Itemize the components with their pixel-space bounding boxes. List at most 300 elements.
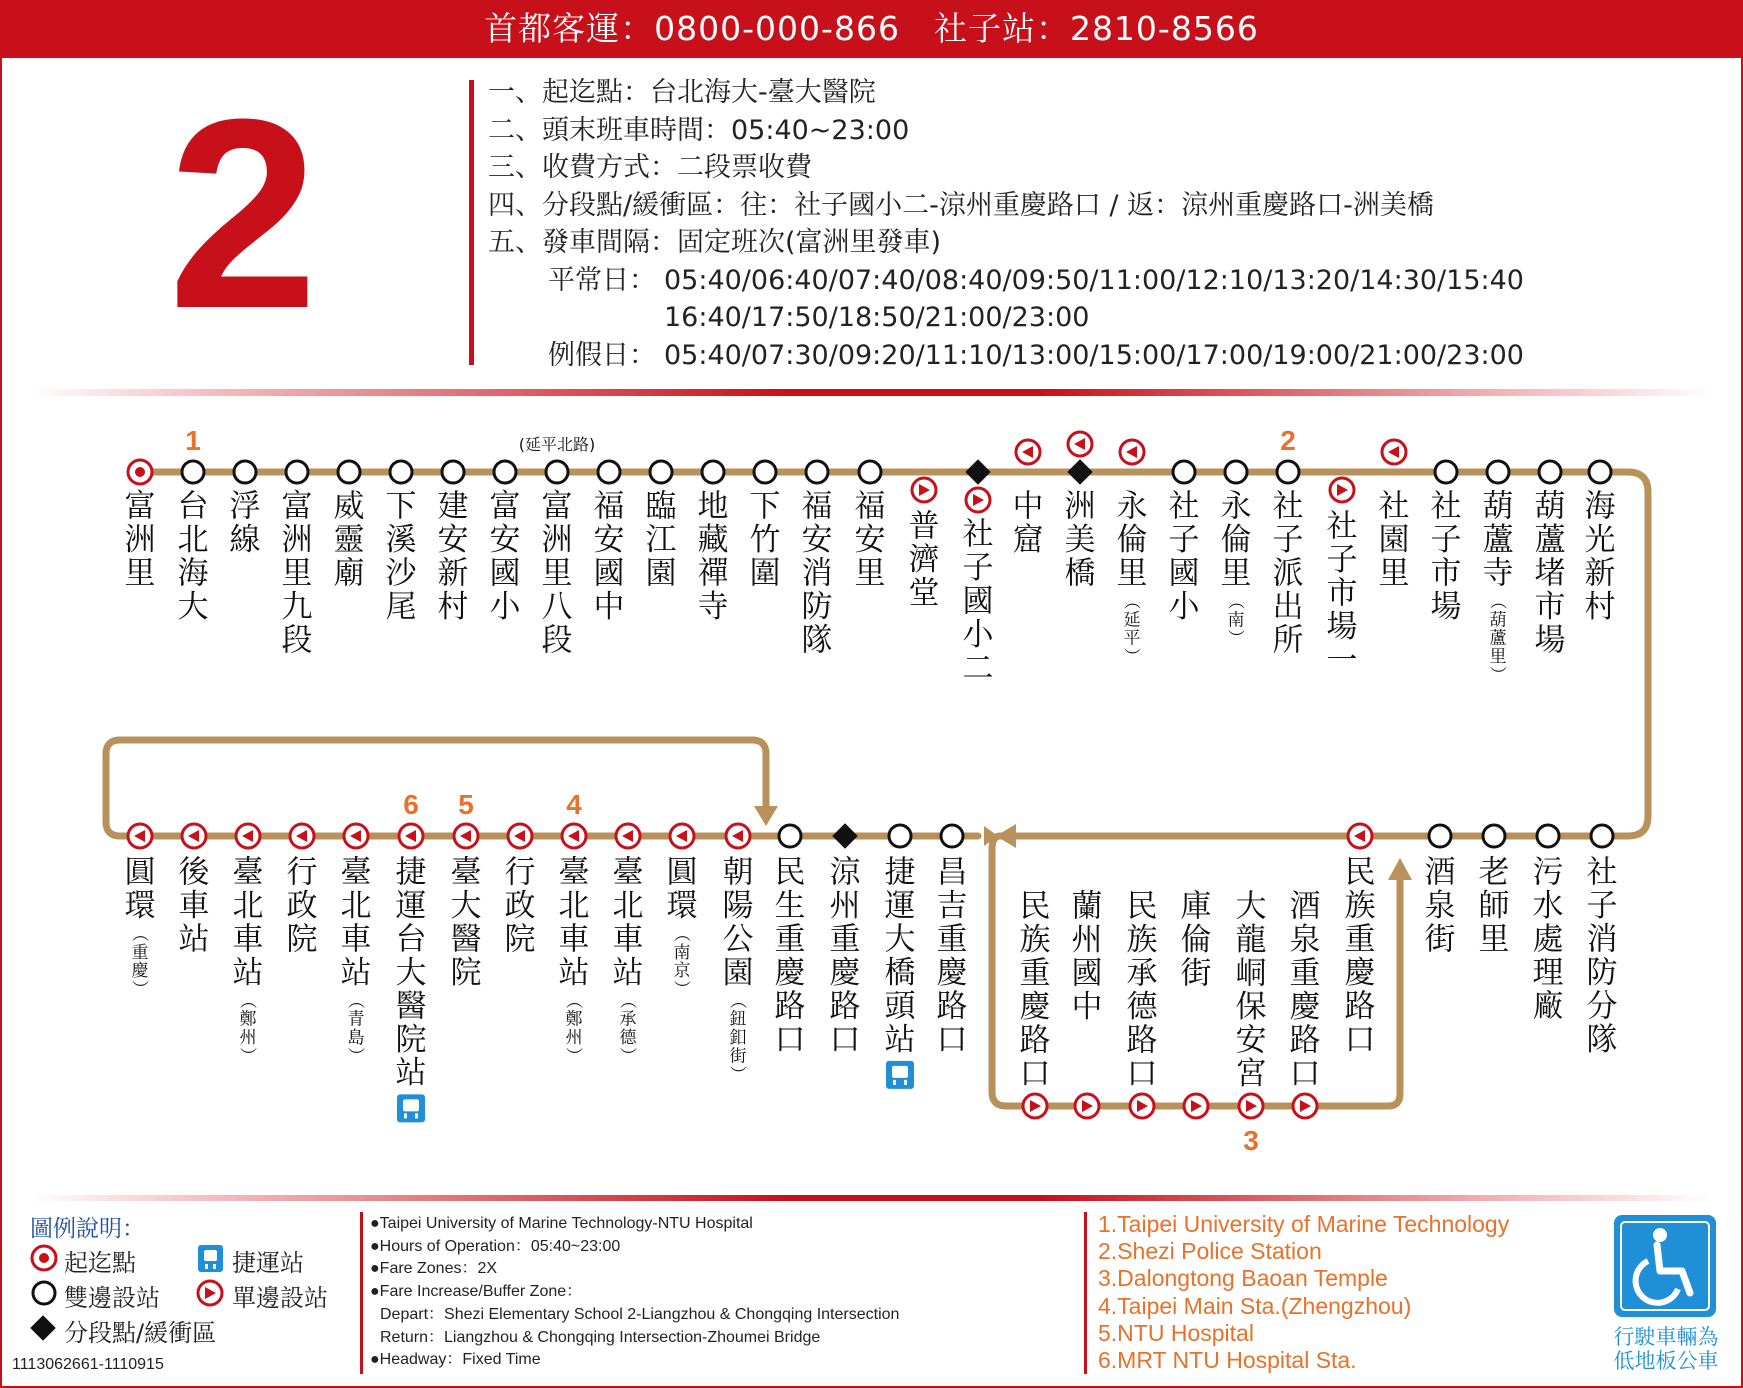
landmark-number: 3	[1243, 1125, 1259, 1156]
svg-text:行: 行	[286, 854, 318, 891]
svg-text:站: 站	[395, 1055, 427, 1092]
svg-text:福: 福	[854, 488, 886, 525]
svg-text:大: 大	[1235, 888, 1267, 925]
svg-text:民: 民	[1344, 854, 1376, 891]
svg-text:保: 保	[1235, 988, 1267, 1025]
landmark-number: 4	[566, 789, 582, 820]
svg-text:臺: 臺	[450, 854, 482, 891]
svg-text:線: 線	[229, 521, 261, 558]
svg-text:地: 地	[697, 488, 729, 525]
svg-text:）: ）	[345, 1047, 366, 1064]
svg-text:派: 派	[1272, 555, 1304, 592]
landmark-number: 5	[458, 789, 474, 820]
svg-text:（: （	[1225, 592, 1246, 610]
svg-text:台: 台	[395, 921, 427, 958]
legend-title: 圖例說明：	[30, 1216, 145, 1242]
svg-text:民: 民	[1126, 888, 1158, 925]
road-note: (延平北路)	[518, 435, 596, 454]
svg-text:延: 延	[1123, 610, 1141, 631]
svg-text:處: 處	[1532, 921, 1564, 958]
svg-text:安: 安	[437, 521, 469, 558]
svg-text:）: ）	[1487, 665, 1508, 683]
svg-text:院: 院	[450, 954, 482, 991]
svg-text:環: 環	[666, 887, 698, 924]
svg-text:村: 村	[1584, 588, 1616, 625]
info-headway: 五、發車間隔：固定班次(富洲里發車)	[488, 227, 942, 258]
info-endpoints: 一、起迄點：台北海大-臺大醫院	[488, 77, 876, 108]
svg-text:村: 村	[437, 588, 469, 625]
svg-text:臨: 臨	[645, 488, 677, 525]
footer-separator-2	[1084, 1212, 1087, 1374]
svg-text:海: 海	[177, 555, 209, 592]
svg-text:倫: 倫	[1180, 921, 1212, 958]
svg-text:州: 州	[565, 1028, 583, 1049]
svg-text:竹: 竹	[749, 521, 781, 558]
svg-text:新: 新	[1584, 555, 1616, 592]
svg-text:污: 污	[1532, 854, 1564, 891]
svg-text:路: 路	[774, 988, 806, 1025]
svg-text:州: 州	[239, 1028, 257, 1049]
svg-text:福: 福	[801, 488, 833, 525]
svg-text:八: 八	[541, 588, 573, 625]
svg-text:廠: 廠	[1532, 988, 1564, 1025]
svg-text:藏: 藏	[697, 521, 729, 558]
svg-text:葫: 葫	[1534, 488, 1566, 525]
svg-text:子: 子	[1168, 521, 1200, 558]
svg-text:大: 大	[177, 588, 209, 625]
svg-text:站: 站	[232, 954, 264, 991]
svg-text:臺: 臺	[340, 854, 372, 891]
low-floor-note: 行駛車輛為 低地板公車	[1613, 1325, 1719, 1373]
svg-text:（: （	[563, 991, 584, 1009]
legend-mrt: 捷運站	[232, 1249, 304, 1277]
svg-text:濟: 濟	[908, 541, 940, 578]
svg-text:子: 子	[1326, 541, 1358, 578]
svg-text:社: 社	[1430, 488, 1462, 525]
svg-text:廟: 廟	[333, 555, 365, 592]
svg-text:車: 車	[178, 887, 210, 924]
svg-text:社: 社	[1168, 488, 1200, 525]
svg-text:街: 街	[1180, 955, 1212, 992]
svg-text:（: （	[1121, 592, 1142, 610]
svg-text:臺: 臺	[558, 854, 590, 891]
svg-text:慶: 慶	[131, 961, 149, 982]
svg-text:民: 民	[1019, 888, 1051, 925]
svg-text:北: 北	[558, 887, 590, 924]
svg-text:橋: 橋	[1064, 555, 1096, 592]
svg-text:安: 安	[801, 521, 833, 558]
svg-text:堵: 堵	[1534, 555, 1566, 592]
svg-text:承: 承	[1126, 955, 1158, 992]
svg-text:車: 車	[612, 921, 644, 958]
svg-text:運: 運	[395, 887, 427, 924]
landmark-3: 3.Dalongtong Baoan Temple	[1098, 1265, 1388, 1292]
svg-text:泉: 泉	[1424, 887, 1456, 924]
legend-oneway: 單邊設站	[232, 1284, 328, 1312]
landmark-4: 4.Taipei Main Sta.(Zhengzhou)	[1098, 1292, 1412, 1319]
svg-text:中: 中	[593, 588, 625, 625]
svg-text:重: 重	[829, 921, 861, 958]
weekday-schedule: 平常日： 05:40/06:40/07:40/08:40/09:50/11:00/12:10/13:20/14:30/15:40	[548, 264, 1524, 296]
svg-text:市: 市	[1430, 555, 1462, 592]
svg-text:子: 子	[962, 549, 994, 586]
svg-text:威: 威	[333, 488, 365, 525]
svg-text:南: 南	[673, 942, 691, 963]
svg-text:國: 國	[489, 555, 521, 592]
svg-text:小: 小	[1168, 588, 1200, 625]
svg-text:泉: 泉	[1289, 921, 1321, 958]
holiday-schedule: 例假日： 05:40/07:30/09:20/11:10/13:00/15:00/17:00/19:00/21:00/23:00	[548, 339, 1524, 371]
svg-text:島: 島	[347, 1028, 365, 1049]
info-fare: 三、收費方式：二段票收費	[488, 152, 812, 183]
svg-text:二: 二	[962, 650, 994, 687]
svg-text:蘆: 蘆	[1482, 521, 1514, 558]
svg-text:台: 台	[177, 488, 209, 525]
svg-text:海: 海	[1584, 488, 1616, 525]
svg-text:洲: 洲	[124, 521, 156, 558]
svg-text:國: 國	[1168, 555, 1200, 592]
svg-text:（: （	[237, 991, 258, 1009]
svg-text:圓: 圓	[666, 854, 698, 891]
svg-text:口: 口	[829, 1021, 861, 1058]
svg-text:社: 社	[962, 516, 994, 553]
svg-text:出: 出	[1272, 588, 1304, 625]
svg-text:圓: 圓	[124, 854, 156, 891]
svg-text:社: 社	[1272, 488, 1304, 525]
svg-text:大: 大	[450, 887, 482, 924]
svg-text:釦: 釦	[729, 1028, 747, 1049]
svg-text:涼: 涼	[829, 854, 861, 891]
svg-text:國: 國	[593, 555, 625, 592]
svg-text:德: 德	[1126, 988, 1158, 1025]
svg-text:社: 社	[1326, 508, 1358, 545]
svg-text:葫: 葫	[1482, 488, 1514, 525]
svg-text:（: （	[345, 991, 366, 1009]
svg-text:酒: 酒	[1424, 854, 1456, 891]
svg-text:民: 民	[774, 854, 806, 891]
svg-text:理: 理	[1532, 954, 1564, 991]
svg-text:禪: 禪	[697, 555, 729, 592]
svg-text:醫: 醫	[450, 921, 482, 958]
svg-text:園: 園	[645, 555, 677, 592]
svg-text:慶: 慶	[829, 954, 861, 991]
svg-text:富: 富	[541, 488, 573, 525]
svg-text:蘆: 蘆	[1489, 628, 1507, 649]
svg-text:口: 口	[1289, 1055, 1321, 1092]
svg-text:北: 北	[177, 521, 209, 558]
svg-text:庫: 庫	[1180, 888, 1212, 925]
svg-text:站: 站	[884, 1021, 916, 1058]
svg-text:）: ）	[671, 980, 692, 998]
svg-text:大: 大	[395, 954, 427, 991]
split-point-icon	[30, 1315, 55, 1340]
svg-text:溪: 溪	[385, 521, 417, 558]
svg-text:堂: 堂	[908, 575, 940, 612]
svg-text:北: 北	[232, 887, 264, 924]
svg-text:新: 新	[437, 555, 469, 592]
svg-text:富: 富	[281, 488, 313, 525]
wheelchair-icon	[1614, 1215, 1716, 1317]
svg-text:慶: 慶	[774, 954, 806, 991]
svg-text:浮: 浮	[229, 488, 261, 525]
svg-text:鈕: 鈕	[729, 1009, 747, 1030]
svg-text:一: 一	[1326, 642, 1358, 679]
svg-text:社: 社	[1586, 854, 1618, 891]
svg-text:環: 環	[124, 887, 156, 924]
svg-text:站: 站	[340, 954, 372, 991]
svg-text:車: 車	[340, 921, 372, 958]
svg-text:場: 場	[1326, 608, 1358, 645]
svg-text:小: 小	[489, 588, 521, 625]
svg-text:洲: 洲	[541, 521, 573, 558]
svg-text:慶: 慶	[1019, 988, 1051, 1025]
landmark-6: 6.MRT NTU Hospital Sta.	[1098, 1347, 1357, 1374]
svg-text:寺: 寺	[697, 588, 729, 625]
svg-text:（: （	[671, 924, 692, 942]
svg-text:）: ）	[563, 1047, 584, 1064]
svg-text:下: 下	[749, 488, 781, 525]
svg-text:路: 路	[1289, 1022, 1321, 1059]
terminal-icon	[32, 1246, 56, 1270]
svg-text:倫: 倫	[1116, 521, 1148, 558]
svg-text:頭: 頭	[884, 988, 916, 1025]
svg-text:九: 九	[281, 588, 313, 625]
svg-text:口: 口	[774, 1021, 806, 1058]
svg-text:路: 路	[1126, 1022, 1158, 1059]
svg-text:鄭: 鄭	[565, 1009, 583, 1030]
svg-text:中: 中	[1071, 988, 1103, 1025]
svg-text:捷: 捷	[884, 854, 916, 891]
svg-text:醫: 醫	[395, 988, 427, 1025]
svg-text:窟: 窟	[1012, 521, 1044, 558]
svg-text:蘭: 蘭	[1071, 888, 1103, 925]
svg-text:族: 族	[1344, 887, 1376, 924]
svg-text:重: 重	[1019, 955, 1051, 992]
svg-text:蘆: 蘆	[1534, 521, 1566, 558]
svg-text:街: 街	[1424, 921, 1456, 958]
svg-text:園: 園	[1378, 521, 1410, 558]
svg-text:路: 路	[936, 988, 968, 1025]
svg-text:段: 段	[541, 622, 573, 659]
svg-text:段: 段	[281, 622, 313, 659]
svg-text:（: （	[617, 991, 638, 1009]
svg-text:安: 安	[1235, 1022, 1267, 1059]
svg-text:洲: 洲	[1064, 488, 1096, 525]
svg-text:昌: 昌	[936, 854, 968, 891]
svg-text:青: 青	[347, 1009, 365, 1030]
svg-text:院: 院	[286, 921, 318, 958]
svg-text:安: 安	[593, 521, 625, 558]
svg-text:倫: 倫	[1220, 521, 1252, 558]
svg-text:路: 路	[1344, 988, 1376, 1025]
svg-text:下: 下	[385, 488, 417, 525]
svg-text:子: 子	[1272, 521, 1304, 558]
svg-text:里: 里	[1220, 555, 1252, 592]
svg-text:所: 所	[1272, 622, 1304, 659]
svg-text:圍: 圍	[749, 555, 781, 592]
landmark-1: 1.Taipei University of Marine Technology	[1098, 1211, 1510, 1237]
svg-text:）: ）	[129, 980, 150, 998]
svg-text:福: 福	[593, 488, 625, 525]
svg-text:富: 富	[124, 488, 156, 525]
svg-text:慶: 慶	[1289, 988, 1321, 1025]
svg-text:里: 里	[1116, 555, 1148, 592]
weekday-schedule-cont: 16:40/17:50/18:50/21:00/23:00	[664, 302, 1090, 333]
svg-text:車: 車	[558, 921, 590, 958]
svg-text:路: 路	[1019, 1022, 1051, 1059]
mrt-station-icon	[198, 1245, 223, 1272]
svg-text:（: （	[129, 924, 150, 942]
svg-text:市: 市	[1534, 588, 1566, 625]
svg-text:里: 里	[1478, 921, 1510, 958]
svg-text:北: 北	[612, 887, 644, 924]
info-hours: 二、頭末班車時間：05:40~23:00	[488, 114, 910, 146]
svg-text:臺: 臺	[612, 854, 644, 891]
landmark-number: 1	[185, 425, 201, 456]
landmark-list	[1098, 1211, 1509, 1374]
svg-text:里: 里	[1378, 555, 1410, 592]
svg-text:峒: 峒	[1235, 955, 1267, 992]
svg-text:口: 口	[1126, 1055, 1158, 1092]
svg-text:靈: 靈	[333, 521, 365, 558]
svg-text:大: 大	[884, 921, 916, 958]
svg-text:路: 路	[829, 988, 861, 1025]
svg-text:里: 里	[281, 555, 313, 592]
svg-text:安: 安	[489, 521, 521, 558]
svg-text:橋: 橋	[884, 954, 916, 991]
svg-text:子: 子	[1586, 887, 1618, 924]
svg-text:運: 運	[884, 887, 916, 924]
svg-text:（: （	[727, 991, 748, 1009]
svg-text:生: 生	[774, 887, 806, 924]
svg-text:）: ）	[617, 1047, 638, 1064]
svg-text:政: 政	[286, 887, 318, 924]
svg-text:）: ）	[1121, 647, 1142, 665]
legend-both: 雙邊設站	[64, 1284, 160, 1312]
svg-text:龍: 龍	[1235, 921, 1267, 958]
svg-text:重: 重	[936, 921, 968, 958]
svg-text:富: 富	[489, 488, 521, 525]
svg-text:州: 州	[1071, 921, 1103, 958]
svg-text:安: 安	[854, 521, 886, 558]
svg-text:（: （	[1487, 592, 1508, 610]
svg-text:社: 社	[1378, 488, 1410, 525]
svg-text:普: 普	[908, 508, 940, 545]
svg-text:院: 院	[395, 1021, 427, 1058]
svg-text:場: 場	[1430, 588, 1462, 625]
landmark-number: 2	[1280, 425, 1296, 456]
svg-text:族: 族	[1019, 921, 1051, 958]
svg-text:老: 老	[1478, 854, 1510, 891]
svg-text:）: ）	[237, 1047, 258, 1064]
svg-text:國: 國	[1071, 955, 1103, 992]
svg-text:平: 平	[1123, 628, 1141, 649]
header-bar: 首都客運：0800-000-866 社子站：2810-8566	[0, 0, 1743, 58]
svg-text:小: 小	[962, 616, 994, 653]
svg-text:）: ）	[727, 1065, 748, 1083]
svg-text:分: 分	[1586, 988, 1618, 1025]
svg-text:鄭: 鄭	[239, 1009, 257, 1030]
svg-text:中: 中	[1012, 488, 1044, 525]
one-way-icon	[198, 1281, 222, 1305]
svg-text:子: 子	[1430, 521, 1462, 558]
svg-text:行: 行	[504, 854, 536, 891]
svg-text:隊: 隊	[801, 622, 833, 659]
svg-text:永: 永	[1116, 488, 1148, 525]
svg-text:）: ）	[1225, 629, 1246, 647]
svg-text:站: 站	[558, 954, 590, 991]
svg-text:捷: 捷	[395, 854, 427, 891]
svg-text:江: 江	[645, 521, 677, 558]
svg-text:里: 里	[541, 555, 573, 592]
svg-text:站: 站	[178, 921, 210, 958]
svg-text:臺: 臺	[232, 854, 264, 891]
footer-separator-1	[360, 1212, 363, 1374]
landmark-number: 6	[403, 789, 419, 820]
svg-text:口: 口	[936, 1021, 968, 1058]
svg-text:園: 園	[722, 954, 754, 991]
svg-text:族: 族	[1126, 921, 1158, 958]
svg-text:寺: 寺	[1482, 555, 1514, 592]
svg-text:酒: 酒	[1289, 888, 1321, 925]
svg-text:隊: 隊	[1586, 1021, 1618, 1058]
legend-terminal: 起迄點	[64, 1249, 136, 1277]
svg-text:里: 里	[124, 555, 156, 592]
svg-text:宮: 宮	[1235, 1055, 1267, 1092]
svg-text:消: 消	[1586, 921, 1618, 958]
svg-text:沙: 沙	[385, 555, 417, 592]
route-number: 2	[168, 64, 319, 365]
svg-text:里: 里	[854, 555, 886, 592]
svg-text:站: 站	[612, 954, 644, 991]
svg-text:國: 國	[962, 583, 994, 620]
svg-text:車: 車	[232, 921, 264, 958]
svg-text:美: 美	[1064, 521, 1096, 558]
svg-text:州: 州	[829, 887, 861, 924]
english-info: ●Taipei University of Marine Technology-NTU Hospital ●Hours of Operation：05:40~23:00 ●Fare Zones：2X ●Fare Increase/Buffer Zone： Depart：Shezi Elementary School 2-Liangzhou & Chongqing Intersection Return：Liangzhou & Chongqing Intersection-Zhoumei Bridge ●Headway：Fixed Time	[370, 1215, 900, 1369]
svg-text:院: 院	[504, 921, 536, 958]
svg-text:里: 里	[1489, 646, 1507, 667]
svg-text:慶: 慶	[936, 954, 968, 991]
landmark-2: 2.Shezi Police Station	[1098, 1238, 1322, 1265]
svg-text:光: 光	[1584, 521, 1616, 558]
svg-text:市: 市	[1326, 575, 1358, 612]
svg-text:重: 重	[1344, 921, 1376, 958]
svg-text:南: 南	[1227, 610, 1245, 631]
svg-text:口: 口	[1019, 1055, 1051, 1092]
svg-text:京: 京	[673, 961, 691, 982]
svg-text:洲: 洲	[281, 521, 313, 558]
landmark-5: 5.NTU Hospital	[1098, 1319, 1254, 1346]
svg-text:公: 公	[722, 921, 754, 958]
svg-text:慶: 慶	[1344, 954, 1376, 991]
svg-text:消: 消	[801, 555, 833, 592]
svg-text:承: 承	[619, 1009, 637, 1030]
svg-text:防: 防	[801, 588, 833, 625]
info-fare-zone: 四、分段點/緩衝區：往：社子國小二-涼州重慶路口 / 返：涼州重慶路口-洲美橋	[488, 189, 1434, 221]
svg-text:防: 防	[1586, 954, 1618, 991]
svg-text:政: 政	[504, 887, 536, 924]
svg-text:德: 德	[619, 1028, 637, 1049]
svg-text:口: 口	[1344, 1021, 1376, 1058]
svg-text:朝: 朝	[722, 854, 754, 891]
svg-text:尾: 尾	[385, 588, 417, 625]
svg-text:水: 水	[1532, 887, 1564, 924]
svg-text:重: 重	[1289, 955, 1321, 992]
legend-split: 分段點/緩衝區	[64, 1319, 217, 1347]
svg-text:永: 永	[1220, 488, 1252, 525]
svg-text:陽: 陽	[722, 887, 754, 924]
